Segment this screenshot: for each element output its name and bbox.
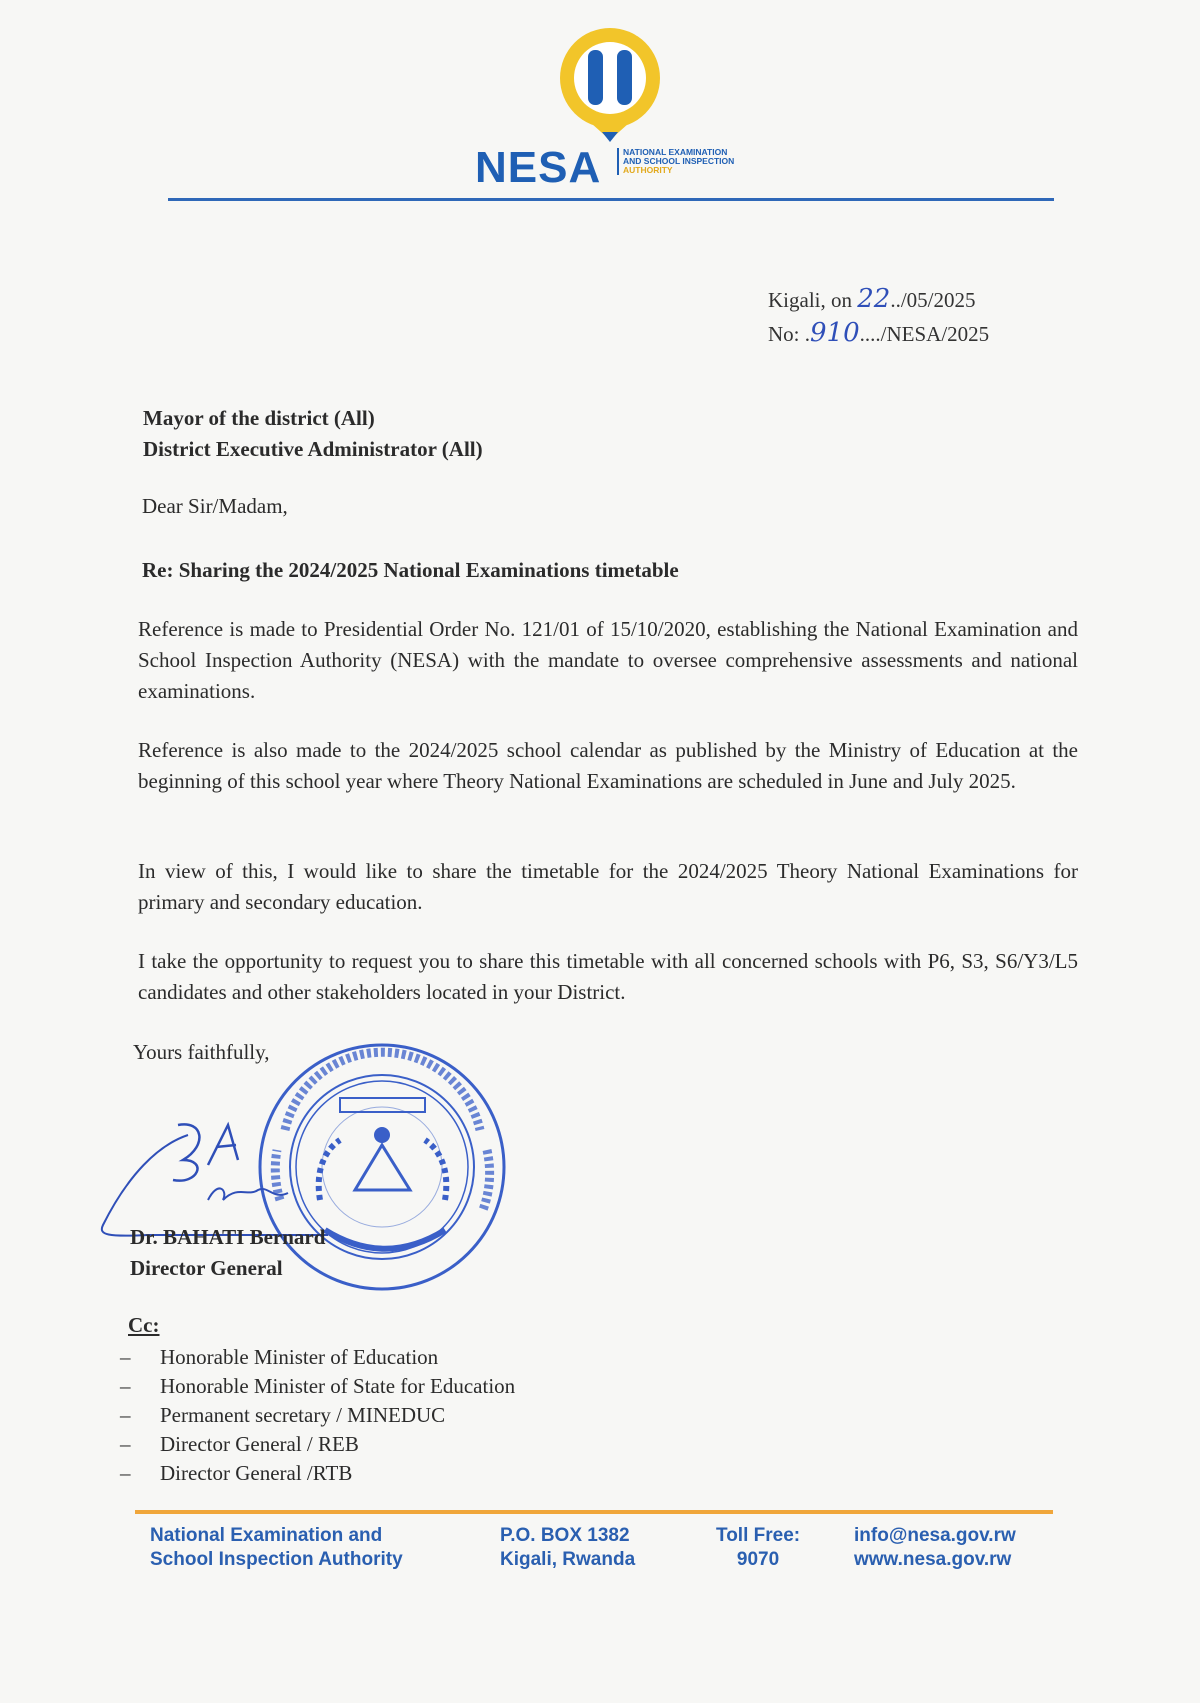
footer-line: National Examination and	[150, 1525, 383, 1546]
footer-line: School Inspection Authority	[150, 1549, 403, 1570]
cc-item: – Director General / REB	[120, 1430, 515, 1459]
addressee: Mayor of the district (All)	[143, 406, 375, 430]
date-reference-block	[768, 283, 989, 351]
body-paragraph: Reference is made to Presidential Order No. 121/01 of 15/10/2020, establishing the National Examination and School Inspection Authority (NESA) with the mandate to oversee comprehensive assessments and national examinations.	[138, 617, 1078, 703]
footer-organization	[150, 1524, 403, 1572]
ref-prefix: No: .	[768, 322, 810, 346]
cc-colon: :	[152, 1313, 160, 1337]
body-paragraph: In view of this, I would like to share the timetable for the 2024/2025 Theory National Examinations for primary and secondary education.	[138, 859, 1078, 914]
date-handwritten: 22	[857, 284, 891, 314]
cc-label	[128, 1313, 160, 1338]
footer-line: Toll Free:	[716, 1525, 801, 1546]
logo-subtitle	[617, 148, 773, 175]
cc-item: – Honorable Minister of State for Education	[120, 1372, 515, 1401]
cc-label-text: Cc	[128, 1313, 153, 1337]
footer-contact	[854, 1524, 1016, 1572]
cc-item: – Director General /RTB	[120, 1459, 515, 1488]
footer-website-link[interactable]: www.nesa.gov.rw	[854, 1549, 1012, 1570]
signatory-title: Director General	[130, 1256, 283, 1280]
ref-handwritten: 910	[810, 318, 860, 348]
footer-line: Kigali, Rwanda	[500, 1549, 636, 1570]
footer-email-link[interactable]: info@nesa.gov.rw	[854, 1525, 1016, 1546]
logo-subtitle-line: NATIONAL EXAMINATION	[623, 147, 728, 157]
ref-suffix: ..../NESA/2025	[859, 322, 990, 346]
date-suffix: ../05/2025	[890, 288, 976, 312]
footer-divider	[135, 1510, 1053, 1514]
cc-list	[120, 1343, 515, 1488]
signatory-block	[130, 1222, 325, 1284]
logo-subtitle-line: AUTHORITY	[623, 165, 673, 175]
footer-toll-free	[716, 1524, 800, 1572]
signatory-name: Dr. BAHATI Bernard	[130, 1225, 326, 1249]
letter-reference	[768, 317, 989, 351]
date-prefix: Kigali, on	[768, 288, 858, 312]
addressee-block	[143, 403, 483, 465]
addressee: District Executive Administrator (All)	[143, 437, 483, 461]
footer-address	[500, 1524, 635, 1572]
subject-line: Re: Sharing the 2024/2025 National Examinations timetable	[142, 558, 679, 582]
logo-subtitle-line: AND SCHOOL INSPECTION	[623, 156, 735, 166]
salutation: Dear Sir/Madam,	[142, 494, 288, 518]
header-divider	[168, 198, 1054, 201]
closing: Yours faithfully,	[133, 1040, 270, 1064]
footer-line: P.O. BOX 1382	[500, 1525, 630, 1546]
body-paragraph: I take the opportunity to request you to share this timetable with all concerned schools with P6, S3, S6/Y3/L5 candidates and other stakeholders located in your District.	[138, 949, 1078, 1004]
footer-line: 9070	[736, 1549, 780, 1570]
cc-item: – Permanent secretary / MINEDUC	[120, 1401, 515, 1430]
logo-wordmark: NESA	[475, 143, 602, 192]
cc-item: – Honorable Minister of Education	[120, 1343, 515, 1372]
letter-date	[768, 283, 989, 317]
body-paragraph: Reference is also made to the 2024/2025 school calendar as published by the Ministry of Education at the beginning of this school year where Theory National Examinations are scheduled in June and July 2025.	[138, 738, 1078, 793]
